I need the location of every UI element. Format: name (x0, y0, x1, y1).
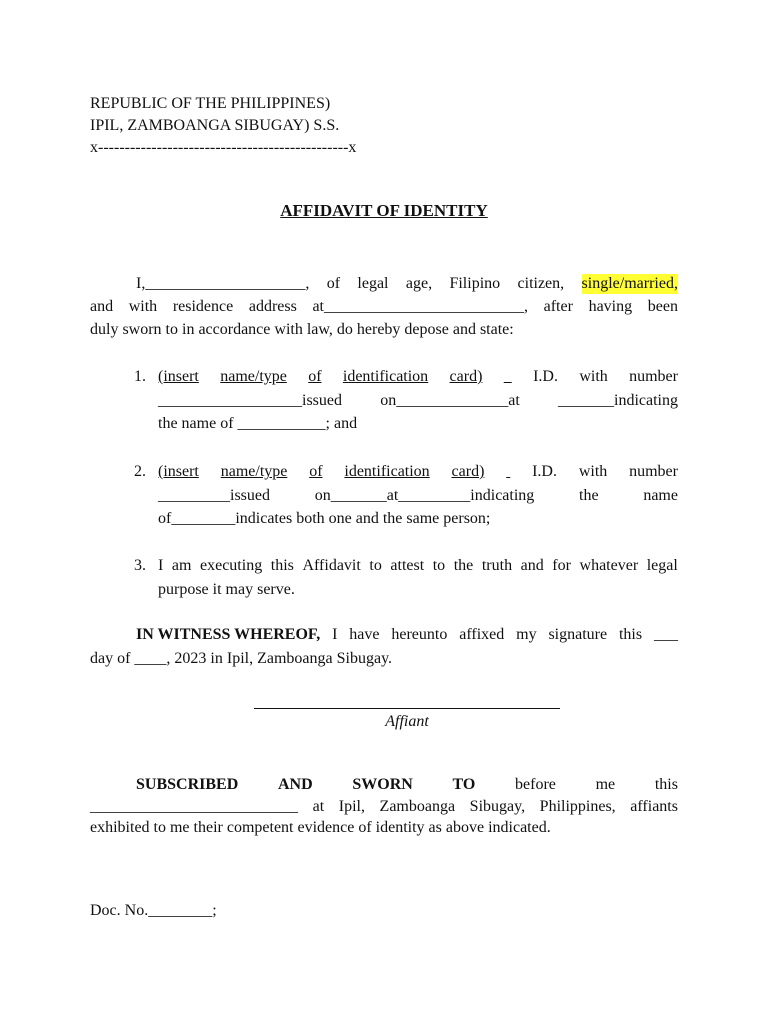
subscribed-word: Sibugay, (469, 798, 526, 815)
item-word: truth (481, 557, 513, 574)
item-word: on______________at (380, 392, 520, 409)
item-word: the (579, 487, 599, 504)
header-venue: IPIL, ZAMBOANGA SIBUGAY) S.S. (90, 117, 340, 134)
item-word: (insert (158, 463, 199, 480)
subscribed-word: before (515, 776, 556, 793)
item-word: _______indicating (558, 392, 678, 409)
item-word: this (270, 557, 294, 574)
intro-line-1 (136, 274, 678, 294)
intro-word: at_________________________, (312, 298, 528, 315)
item-1-line-3: the name of ___________; and (158, 415, 358, 432)
item-word: the (453, 557, 474, 574)
subscribed-word: affiants (630, 798, 678, 815)
header-republic: REPUBLIC OF THE PHILIPPINES) (90, 95, 331, 112)
item-1-number: 1. (134, 368, 146, 385)
item-2-line-1 (158, 462, 678, 482)
item-word: to (432, 557, 446, 574)
subscribed-word: this (654, 776, 678, 793)
subscribed-line-2 (90, 797, 678, 817)
item-word: number (629, 463, 678, 480)
item-word: attest (390, 557, 425, 574)
witness-heading: IN WITNESS WHEREOF, (136, 626, 321, 643)
witness-word: this (618, 626, 643, 643)
witness-line-2: day of ____, 2023 in Ipil, Zamboanga Sibugay. (90, 650, 393, 667)
witness-line-1 (136, 625, 678, 645)
intro-word: after (543, 298, 573, 315)
intro-word: legal (357, 275, 389, 292)
intro-word: I,____________________, (136, 275, 310, 292)
subscribed-word: SWORN (352, 776, 413, 793)
subscribed-word: __________________________ (90, 798, 298, 815)
item-1-line-1 (158, 367, 678, 387)
item-word: I (158, 557, 164, 574)
intro-word: citizen, (517, 275, 565, 292)
intro-line-3: duly sworn to in accordance with law, do hereby depose and state: (90, 321, 514, 338)
item-word: I.D. (532, 463, 557, 480)
document-title: AFFIDAVIT OF IDENTITY (280, 201, 488, 220)
intro-word: residence (172, 298, 234, 315)
header-divider: x-----------------------------------------------x (90, 139, 357, 156)
civil-status-highlight: single/married, (581, 275, 678, 292)
witness-word: affixed (459, 626, 505, 643)
subscribed-line-1 (136, 775, 678, 795)
item-word: Affidavit (302, 557, 361, 574)
signature-line (254, 708, 560, 709)
intro-word: with (128, 298, 158, 315)
item-2-line-2 (158, 486, 678, 506)
item-word: of (308, 368, 322, 385)
item-word: name/type (220, 368, 287, 385)
affiant-label: Affiant (385, 713, 429, 730)
item-3-line-2: purpose it may serve. (158, 581, 295, 598)
item-2-line-3: of________indicates both one and the same person; (158, 510, 491, 527)
item-2-number: 2. (134, 463, 146, 480)
witness-word: signature (548, 626, 608, 643)
witness-word: ___ (653, 626, 678, 643)
item-word: and (520, 557, 544, 574)
item-word: whatever (579, 557, 639, 574)
item-word: identification (342, 368, 429, 385)
item-3-number: 3. (134, 557, 146, 574)
item-word: with (578, 463, 608, 480)
subscribed-word: at (312, 798, 325, 815)
item-word: on_______at_________indicating (314, 487, 535, 504)
witness-word: hereunto (391, 626, 448, 643)
intro-word: and (90, 298, 114, 315)
intro-word: been (647, 298, 678, 315)
witness-word: have (349, 626, 380, 643)
intro-word: Filipino (449, 275, 501, 292)
witness-word: my (516, 626, 537, 643)
item-word: card) (449, 368, 483, 385)
subscribed-line-3: exhibited to me their competent evidence of identity as above indicated. (90, 819, 551, 836)
witness-word: I (332, 626, 338, 643)
item-word: for (552, 557, 571, 574)
item-word: I.D. (533, 368, 558, 385)
subscribed-word: TO (452, 776, 476, 793)
item-word: name (643, 487, 678, 504)
item-word: executing (200, 557, 263, 574)
item-word (504, 367, 512, 387)
item-1-line-2 (158, 391, 678, 411)
item-word: (insert (158, 368, 199, 385)
item-word (506, 462, 510, 482)
intro-word: address (248, 298, 297, 315)
item-word: _________issued (158, 487, 270, 504)
item-word: to (369, 557, 382, 574)
subscribed-word: Philippines, (539, 798, 616, 815)
item-word: identification (344, 463, 430, 480)
item-word: __________________issued (158, 392, 342, 409)
subscribed-word: SUBSCRIBED (136, 776, 239, 793)
item-word: with (579, 368, 608, 385)
intro-word: having (588, 298, 633, 315)
item-word: name/type (220, 463, 288, 480)
item-word: card) (451, 463, 485, 480)
item-word: number (629, 368, 678, 385)
intro-line-2 (90, 297, 678, 317)
subscribed-word: Zamboanga (379, 798, 456, 815)
intro-word: of (326, 275, 341, 292)
item-word: am (171, 557, 192, 574)
subscribed-word: me (595, 776, 616, 793)
subscribed-word: AND (277, 776, 313, 793)
item-3-line-1 (158, 556, 678, 576)
item-word: of (309, 463, 323, 480)
subscribed-word: Ipil, (338, 798, 365, 815)
doc-number: Doc. No.________; (90, 902, 217, 919)
item-word: legal (646, 557, 678, 574)
intro-word: age, (405, 275, 433, 292)
